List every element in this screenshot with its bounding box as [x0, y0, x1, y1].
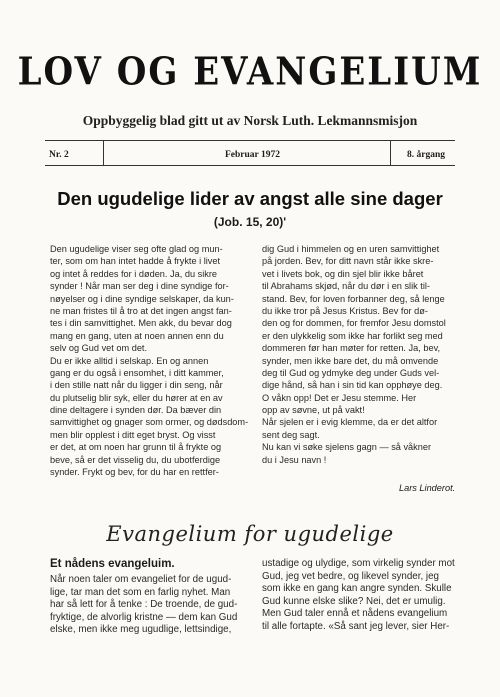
text-line: har så lett for å tenke : De troende, de gud-	[50, 599, 238, 611]
text-line: du plutselig blir syk, eller du hører at en av	[50, 392, 223, 403]
text-line: du ikke tror på Jesus Kristus. Bev for dø-	[262, 305, 428, 316]
text-line: tes i din samvittighet. Men akk, du bevar dog	[50, 318, 232, 329]
text-line: opp av søvne, ut på vakt!	[262, 405, 365, 416]
text-line: samvittighet og gnager som ormer, og dødsdom-	[50, 417, 249, 428]
issue-divider	[103, 141, 104, 165]
section-title: Evangelium for ugudelige	[106, 522, 394, 546]
masthead-subtitle: Oppbyggelig blad gitt ut av Norsk Luth. Lekmannsmisjon	[82, 113, 418, 128]
text-line: synder, men ikke bare det, du må omvende	[262, 355, 439, 366]
text-line: på jorden. Bev, for ditt navn står ikke skre-	[262, 256, 434, 267]
issue-volume: 8. årgang	[407, 150, 445, 160]
text-line: som ikke en gang kan angre synden. Skulle	[262, 583, 452, 595]
article-title: Den ugudelige lider av angst alle sine dager	[57, 188, 443, 209]
text-line: dine deltagere i synden dør. Da bæver din	[50, 405, 222, 416]
section-right-column	[262, 558, 472, 634]
text-line: Gud kunne elske slike? Nei, det er umulig.	[262, 595, 446, 607]
text-line: Den ugudelige viser seg ofte glad og mun-	[50, 244, 223, 254]
text-line: synder. Frykt og bev, for du har en rettfer-	[50, 467, 219, 478]
text-line: i den stille natt når du ligger i din seng, når	[50, 380, 223, 391]
text-line: selv og Gud vet om det.	[50, 343, 148, 354]
masthead-title: LOV OG EVANGELIUM	[17, 49, 483, 95]
text-line: nøyelser og i dine syndige selskaper, da kun-	[50, 293, 234, 304]
text-line: Du er ikke alltid i selskap. En og annen	[50, 355, 209, 366]
text-line: er det, at om noen har grunn til å frykte og	[50, 442, 222, 453]
text-line: Når sjelen er i evig klemme, da er det altfor	[262, 417, 438, 428]
text-line: sent deg sagt.	[262, 429, 320, 440]
text-line: er den ulykkelig som ikke har forlikt seg med	[262, 330, 443, 341]
article-right-column	[262, 243, 462, 466]
text-line: elske, men ikke meg ugudlige, lettsindige,	[50, 624, 232, 636]
text-line: den og for dommen, for fremfor Jesu domstol	[262, 318, 446, 329]
text-line: Nu kan vi søke sjelens gagn — så våkner	[262, 442, 432, 453]
text-line: til alle fortapte. «Så sant jeg lever, sier Her-	[262, 620, 450, 632]
text-line: til Abrahams skjød, når du dør i en slik til-	[262, 281, 430, 292]
text-line: Men Gud taler ennå et nådens evangelium	[262, 608, 448, 620]
text-line: mang en gang, uten at noen annen enn du	[50, 330, 224, 341]
issue-bar	[45, 140, 455, 166]
sub-heading: Et nådens evangeluim.	[50, 558, 175, 570]
text-line: fryktige, de alvorlig kristne — dem kan Gud	[50, 611, 238, 623]
text-line: dommeren før han møter for retten. Ja, bev,	[262, 343, 441, 354]
text-line: Når noen taler om evangeliet for de ugud-	[50, 574, 232, 585]
text-line: men blir opplest i ditt eget bryst. Og visst	[50, 429, 216, 440]
text-line: og intet å reddes for i døden. Ja, du sikre	[50, 268, 217, 279]
issue-date: Februar 1972	[225, 150, 280, 160]
text-line: dige hånd, så han i sin tid kan opphøye deg.	[262, 380, 443, 391]
text-line: dig Gud i himmelen og en uren samvittighet	[262, 244, 440, 254]
section-left-column	[50, 574, 258, 637]
text-line: O våkn opp! Det er Jesu stemme. Her	[262, 392, 417, 403]
text-line: lige, tar man det som en farlig nyhet. Man	[50, 586, 231, 598]
text-line: ustadige og ulydige, som virkelig synder mot	[262, 558, 455, 569]
article-reference: (Job. 15, 20)'	[213, 215, 287, 229]
text-line: ter, som om han intet hadde å frykte i livet	[50, 256, 221, 267]
text-line: ne man fristes til å tro at det ingen angst fan-	[50, 305, 232, 316]
issue-number: Nr. 2	[49, 150, 69, 160]
text-line: deg til Gud og ydmyke deg under Guds vel-	[262, 367, 440, 378]
text-line: gang er du også i ensomhet, i ditt kammer,	[50, 367, 224, 378]
text-line: synder ! Når man ser deg i dine syndige for-	[50, 281, 229, 292]
text-line: stand. Bev, for loven forbanner deg, så lenge	[262, 293, 445, 304]
text-line: Gud, jeg vet bedre, og likevel synder, jeg	[262, 570, 439, 582]
article-left-column	[50, 243, 248, 478]
text-line: du i Jesu navn !	[262, 454, 327, 465]
text-line: vet i livets bok, og din sjel blir ikke båret	[262, 268, 424, 279]
issue-divider	[390, 141, 391, 165]
text-line: beve, så er det visselig du, du ubotferdige	[50, 454, 221, 465]
article-signature: Lars Linderot.	[399, 483, 456, 493]
